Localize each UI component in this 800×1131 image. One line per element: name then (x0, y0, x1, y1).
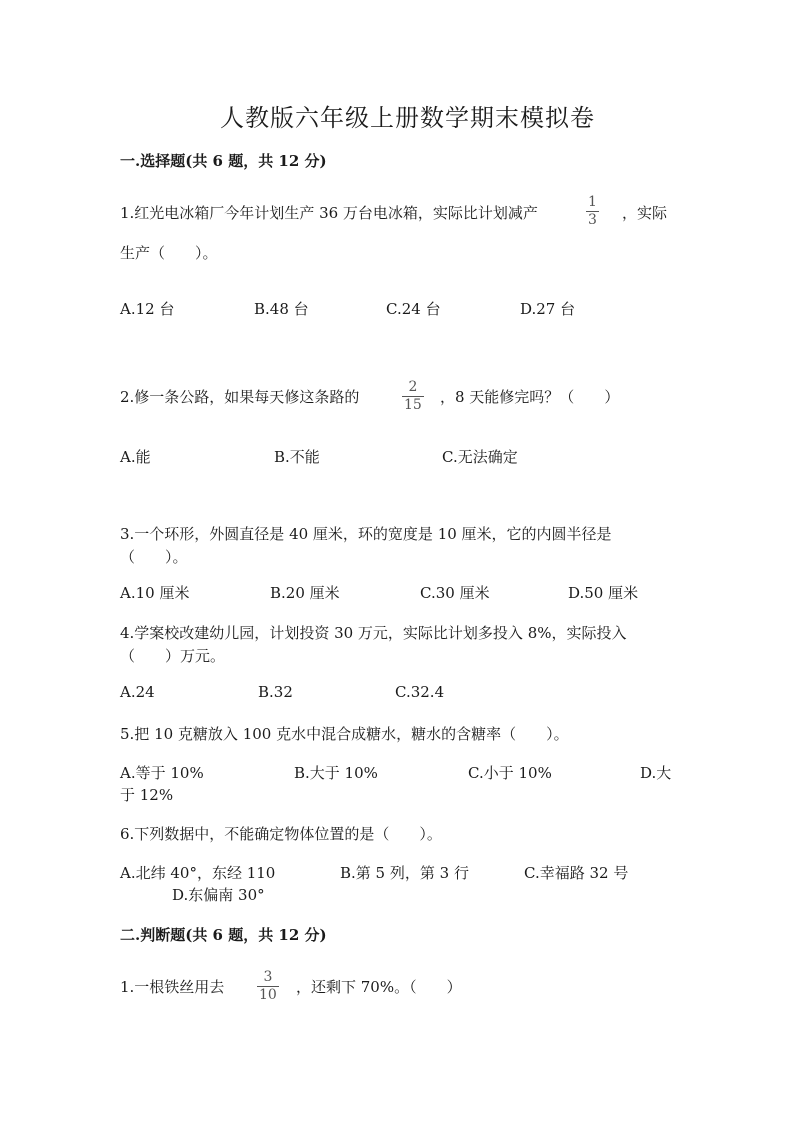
option-c: C.幸福路 32 号 (524, 864, 629, 882)
option-b: B.48 台 (254, 300, 309, 318)
fraction-numerator: 3 (263, 969, 273, 985)
option-d-continued: 于 12% (120, 786, 174, 804)
option-a: A.12 台 (120, 300, 175, 318)
question-text-line2: （ ）。 (120, 548, 188, 566)
question-text-line2: （ ）万元。 (120, 647, 226, 665)
question-text: 1.红光电冰箱厂今年计划生产 36 万台电冰箱，实际比计划减产 (120, 204, 538, 222)
fraction-denominator: 15 (404, 396, 422, 413)
option-a: A.北纬 40°，东经 110 (120, 864, 276, 882)
question-text: 5.把 10 克糖放入 100 克水中混合成糖水，糖水的含糖率（ ）。 (120, 725, 569, 743)
question-text-tail: ，还剩下 70%。（ ） (296, 978, 462, 996)
fraction-denominator: 3 (588, 211, 597, 228)
option-d: D.27 台 (520, 300, 576, 318)
option-a: A.10 厘米 (120, 584, 190, 602)
question-text: 1.一根铁丝用去 (120, 978, 225, 996)
page-title: 人教版六年级上册数学期末模拟卷 (220, 104, 595, 132)
fraction (257, 970, 279, 1002)
fraction-numerator: 1 (588, 194, 597, 210)
option-b: B.不能 (274, 448, 320, 466)
option-a: A.等于 10% (120, 764, 204, 782)
option-c: C.小于 10% (468, 764, 552, 782)
question-text-tail: ，8 天能修完吗？（ ） (440, 388, 620, 406)
option-b: B.32 (258, 683, 293, 701)
option-b: B.第 5 列，第 3 行 (340, 864, 469, 882)
fraction-numerator: 2 (408, 379, 418, 395)
option-c: C.无法确定 (442, 448, 518, 466)
question-text: 4.学案校改建幼儿园，计划投资 30 万元，实际比计划多投入 8%，实际投入 (120, 624, 627, 642)
fraction (586, 195, 599, 227)
question-text-tail: ，实际 (622, 204, 668, 222)
section-heading-judgement: 二.判断题(共 6 题，共 12 分) (120, 926, 327, 944)
option-a: A.24 (120, 683, 155, 701)
option-d: D.东偏南 30° (172, 886, 265, 904)
question-text: 3.一个环形，外圆直径是 40 厘米，环的宽度是 10 厘米，它的内圆半径是 (120, 525, 612, 543)
option-d: D.50 厘米 (568, 584, 639, 602)
option-c: C.24 台 (386, 300, 441, 318)
option-b: B.20 厘米 (270, 584, 340, 602)
fraction-denominator: 10 (259, 986, 277, 1003)
section-heading-choice: 一.选择题(共 6 题，共 12 分) (120, 152, 327, 170)
question-text-line2: 生产（ ）。 (120, 244, 218, 262)
option-a: A.能 (120, 448, 151, 466)
question-text: 6.下列数据中，不能确定物体位置的是（ ）。 (120, 825, 442, 843)
option-d: D.大 (640, 764, 672, 782)
question-text: 2.修一条公路，如果每天修这条路的 (120, 388, 360, 406)
option-c: C.30 厘米 (420, 584, 490, 602)
fraction (402, 380, 424, 412)
option-c: C.32.4 (395, 683, 445, 701)
option-b: B.大于 10% (294, 764, 378, 782)
